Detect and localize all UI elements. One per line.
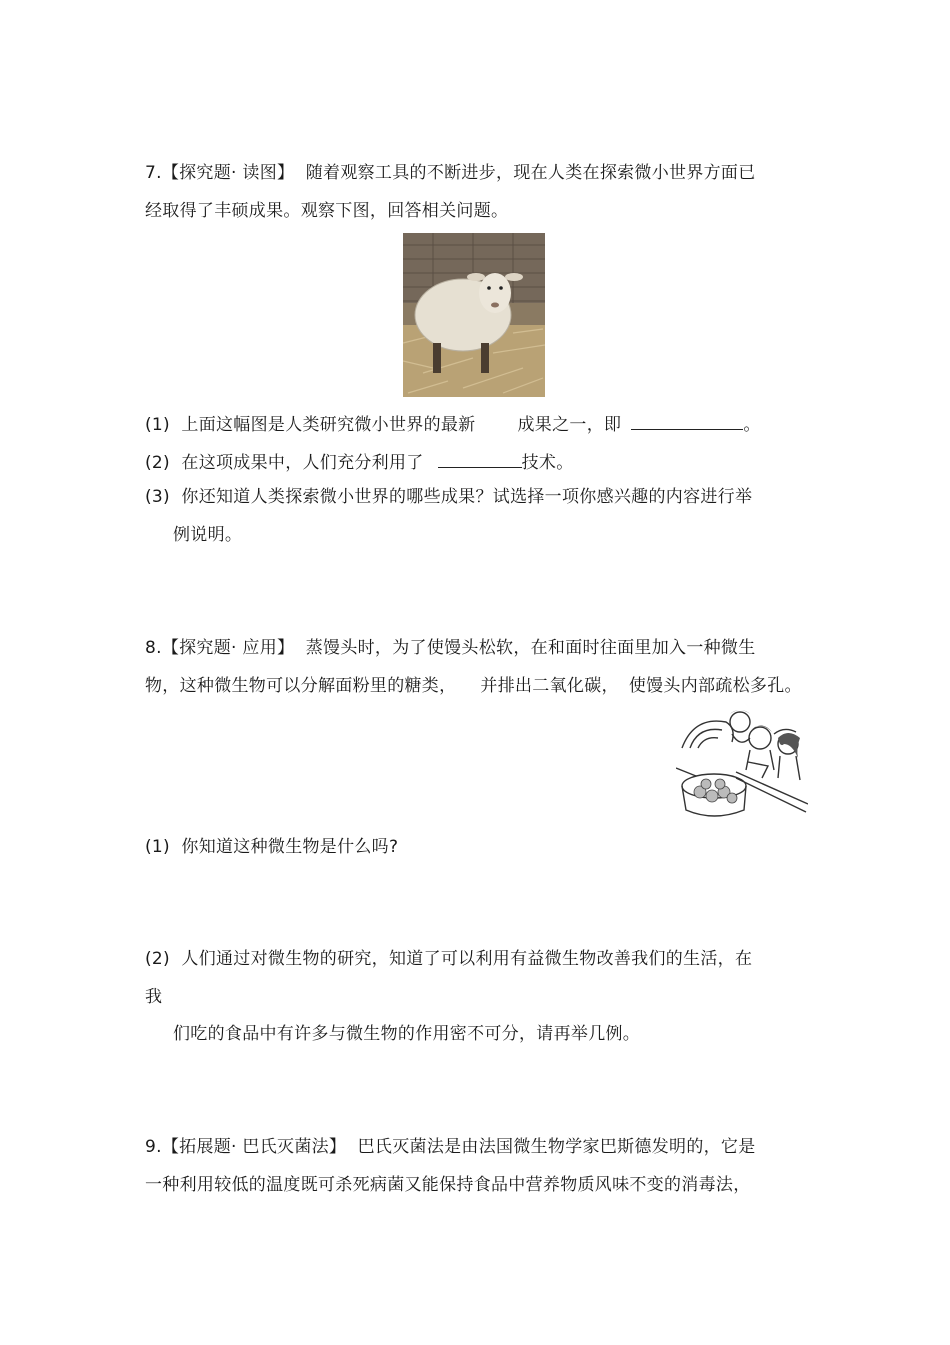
steamer-illustration-icon [676, 708, 808, 824]
q7-sub-2 [145, 451, 574, 473]
q7-sub-2-end: 技术。 [521, 453, 574, 473]
q7-sub-1 [145, 413, 761, 435]
q7-line-1: 7.【探究题· 读图】 随着观察工具的不断进步，现在人类在探索微小世界方面已 [145, 163, 756, 183]
q8-sub-1: (1) 你知道这种微生物是什么吗? [145, 837, 399, 857]
q7-sub-3-line-2: 例说明。 [173, 525, 243, 545]
q8-line-2 [145, 676, 802, 696]
q7-sub-3-line-1: (3) 你还知道人类探索微小世界的哪些成果？试选择一项你感兴趣的内容进行举 [145, 487, 753, 507]
q9-line-2: 一种利用较低的温度既可杀死病菌又能保持食品中营养物质风味不变的消毒法， [145, 1175, 751, 1195]
q8-sub-2-line-2: 我 [145, 987, 163, 1007]
q8-sub-2-line-1: (2) 人们通过对微生物的研究，知道了可以利用有益微生物改善我们的生活，在 [145, 949, 753, 969]
q7-answer-blank-1[interactable] [631, 413, 743, 430]
q9-line-1: 9.【拓展题· 巴氏灭菌法】 巴氏灭菌法是由法国微生物学家巴斯德发明的，它是 [145, 1137, 756, 1157]
q7-sub-1-mid: 成果之一，即 [517, 415, 622, 435]
q8-line-2-c: 使馒头内部疏松多孔。 [628, 676, 802, 696]
q8-line-2-b: 并排出二氧化碳， [480, 676, 619, 696]
sheep-photo-icon [403, 233, 545, 397]
q8-sub-2-line-3: 们吃的食品中有许多与微生物的作用密不可分，请再举几例。 [173, 1024, 641, 1044]
q7-sub-1-end: 。 [743, 415, 761, 435]
q7-sub-2-prefix: (2) 在这项成果中，人们充分利用了 [145, 453, 424, 473]
q7-answer-blank-2[interactable] [438, 451, 522, 468]
q7-line-2: 经取得了丰硕成果。观察下图，回答相关问题。 [145, 201, 509, 221]
q7-sub-1-prefix: (1) 上面这幅图是人类研究微小世界的最新 [145, 415, 476, 435]
q8-line-1: 8.【探究题· 应用】 蒸馒头时，为了使馒头松软，在和面时往面里加入一种微生 [145, 638, 756, 658]
q8-line-2-a: 物，这种微生物可以分解面粉里的糖类， [145, 676, 457, 696]
